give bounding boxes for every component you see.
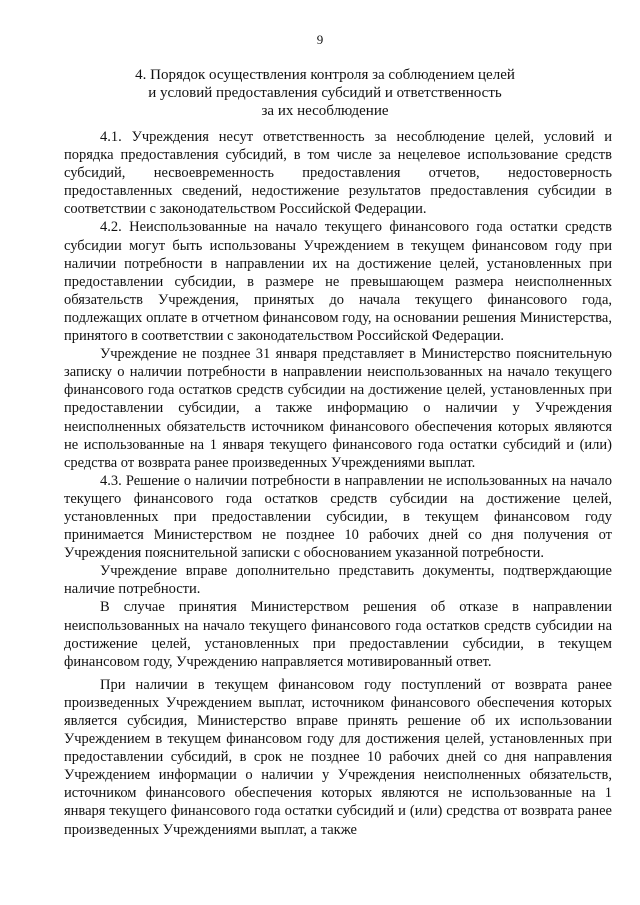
section-title (100, 66, 550, 120)
paragraph-4-3: 4.3. Решение о наличии потребности в направлении не использованных на начало текущего финансового года остатков средств субсидии на достижение целей, установленных при предоставлении субсидии, в текущем финансовом году принимается Министерством не позднее 10 рабочих дней со дня получения от Учреждения пояснительной записки с обоснованием указанной потребности. (64, 472, 612, 562)
section-title-line-2: и условий предоставления субсидий и ответственность (148, 85, 502, 101)
section-title-line-3: за их несоблюдение (261, 103, 389, 119)
paragraph-returns: При наличии в текущем финансовом году поступлений от возврата ранее произведенных Учреждением выплат, источником финансового обеспечения которых является субсидия, Министерство вправе принять решение об их использовании Учреждением в текущем финансовом году для достижения целей, установленных при предоставлении субсидий, в срок не позднее 10 рабочих дней со дня направления Учреждением информации о наличии у Учреждения неисполненных обязательств, источником финансового обеспечения которых являются не использованные на 1 января текущего финансового года остатки субсидий и (или) средства от возврата ранее произведенных Учреждениями выплат, а также (64, 676, 612, 838)
paragraph-additional-documents: Учреждение вправе дополнительно представить документы, подтверждающие наличие потребности. (64, 563, 612, 598)
page-number: 9 (316, 32, 324, 47)
section-title-line-1: 4. Порядок осуществления контроля за соблюдением целей (135, 67, 515, 83)
paragraph-refusal: В случае принятия Министерством решения об отказе в направлении неиспользованных на начало текущего финансового года остатков средств субсидии на достижение целей, установленных при предоставлении субсидии, в текущем финансовом году, Учреждению направляется мотивированный ответ. (64, 599, 612, 670)
paragraph-4-2: 4.2. Неиспользованные на начало текущего финансового года остатки средств субсидии могут быть использованы Учреждением в текущем финансовом году при наличии потребности в направлении их на достижение целей, установленных при предоставлении субсидии, в размере не превышающем размера неисполненных обязательств Учреждения, принятых до начала текущего финансового года, подлежащих оплате в отчетном финансовом году, на основании решения Министерства, принятого в соответствии с законодательством Российской Федерации. (64, 219, 612, 345)
document-body (64, 128, 612, 839)
paragraph-4-1: 4.1. Учреждения несут ответственность за несоблюдение целей, условий и порядка предоставления субсидий, в том числе за нецелевое использование средств субсидий, несвоевременность предоставления отчетов, недостоверность предоставленных сведений, недостижение результатов предоставления субсидии в соответствии с законодательством Российской Федерации. (64, 129, 612, 218)
paragraph-explanatory-note: Учреждение не позднее 31 января представляет в Министерство пояснительную записку о наличии потребности в направлении неиспользованных на начало текущего финансового года остатков средств субсидии на достижение целей, установленных при предоставлении субсидии, а также информацию о наличии у Учреждения неисполненных обязательств источником финансового обеспечения которых являются не использованные на 1 января текущего финансового года остатки субсидий и (или) средства от возврата ранее произведенных Учреждениями выплат. (64, 346, 612, 471)
